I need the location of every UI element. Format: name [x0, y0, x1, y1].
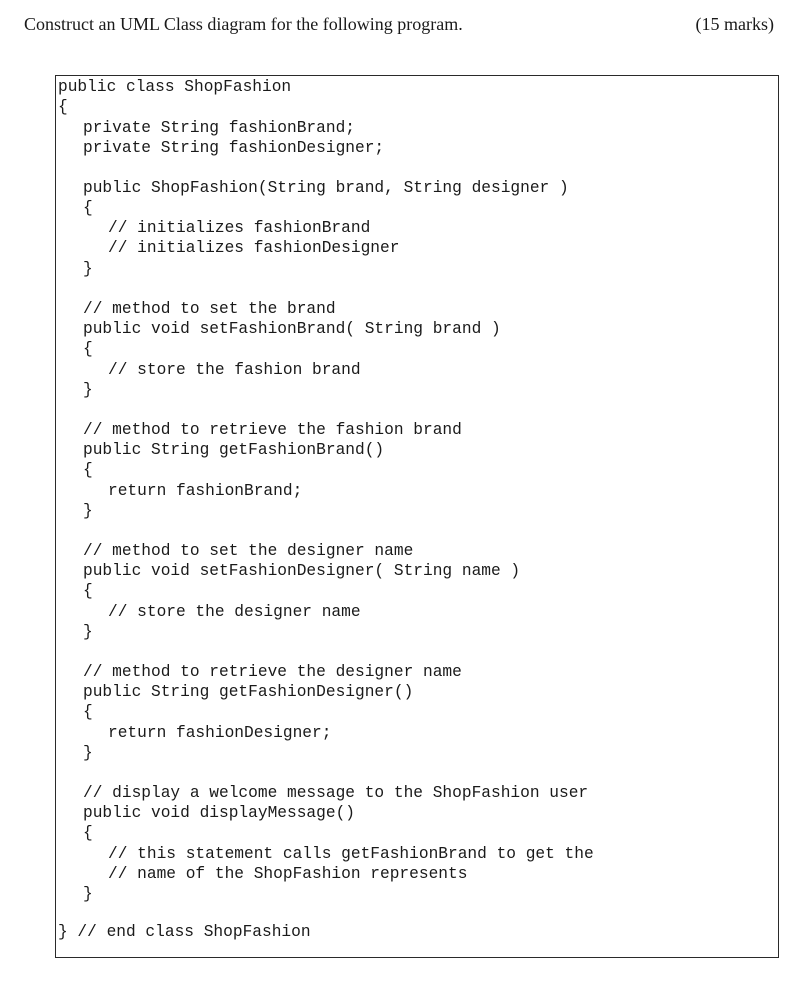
code-line: } [83, 623, 93, 641]
code-line: } [83, 744, 93, 762]
code-line: // initializes fashionBrand [108, 219, 371, 237]
code-line: } [83, 260, 93, 278]
code-line: return fashionDesigner; [108, 724, 332, 742]
code-line: // this statement calls getFashionBrand to get the [108, 845, 594, 863]
code-line: // method to retrieve the designer name [83, 663, 462, 681]
code-line: // store the fashion brand [108, 361, 361, 379]
code-line: { [83, 824, 93, 842]
code-line: { [83, 340, 93, 358]
code-line: { [83, 199, 93, 217]
code-line: return fashionBrand; [108, 482, 303, 500]
code-line: // method to set the designer name [83, 542, 414, 560]
question-text: Construct an UML Class diagram for the following program. [24, 14, 463, 34]
code-line: public void setFashionDesigner( String name ) [83, 562, 521, 580]
code-line: // name of the ShopFashion represents [108, 865, 468, 883]
code-line: public String getFashionDesigner() [83, 683, 414, 701]
code-line: // method to retrieve the fashion brand [83, 421, 462, 439]
code-line: public String getFashionBrand() [83, 441, 385, 459]
code-line: public ShopFashion(String brand, String designer ) [83, 179, 569, 197]
code-line: { [83, 703, 93, 721]
code-line: // initializes fashionDesigner [108, 239, 400, 257]
code-line: public class ShopFashion [58, 78, 292, 96]
code-line: public void displayMessage() [83, 804, 355, 822]
code-line: // store the designer name [108, 603, 361, 621]
code-line: { [83, 582, 93, 600]
marks-label: (15 marks) [695, 14, 774, 34]
code-line: // method to set the brand [83, 300, 336, 318]
code-line: // display a welcome message to the ShopFashion user [83, 784, 589, 802]
code-line: { [58, 98, 68, 116]
code-line: } [83, 502, 93, 520]
code-line: private String fashionDesigner; [83, 139, 385, 157]
code-listing-box [55, 75, 779, 958]
code-line: private String fashionBrand; [83, 119, 355, 137]
question-header [24, 14, 774, 40]
code-line: { [83, 461, 93, 479]
code-line: } [83, 885, 93, 903]
code-line: } // end class ShopFashion [58, 923, 311, 941]
code-line: public void setFashionBrand( String brand ) [83, 320, 501, 338]
code-line: } [83, 381, 93, 399]
